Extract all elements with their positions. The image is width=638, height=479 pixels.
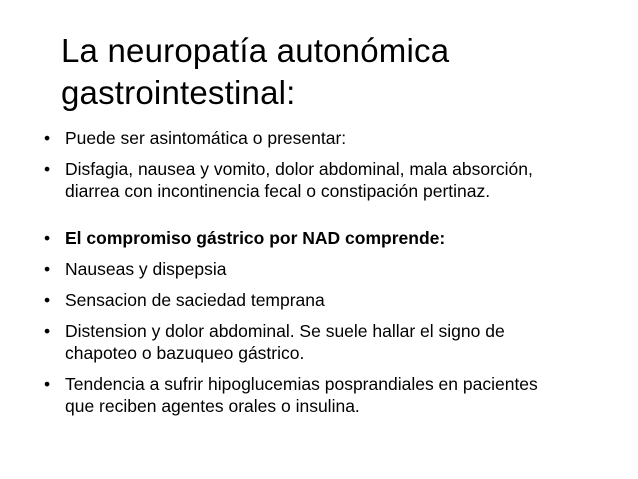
- bullet-text: Nauseas y dispepsia: [65, 259, 227, 279]
- slide-title: [61, 30, 621, 114]
- bullet-text: Disfagia, nausea y vomito, dolor abdominal, mala absorción,: [65, 159, 533, 179]
- bullet-text: diarrea con incontinencia fecal o constipación pertinaz.: [65, 181, 491, 201]
- bullet-text: El compromiso gástrico por NAD comprende:: [65, 228, 446, 248]
- bullet-text: Sensacion de saciedad temprana: [65, 290, 325, 310]
- bullet-item-saciedad: [44, 289, 624, 311]
- bullet-marker: •: [44, 159, 51, 179]
- bullet-item-disfagia: [44, 158, 624, 202]
- bullet-marker: •: [44, 128, 51, 148]
- bullet-marker: •: [44, 374, 51, 394]
- bullet-text: que reciben agentes orales o insulina.: [65, 396, 360, 416]
- bullet-text: Distension y dolor abdominal. Se suele hallar el signo de: [65, 321, 505, 341]
- bullet-item-hipoglucemias: [44, 373, 624, 417]
- bullet-item-nauseas: [44, 258, 624, 280]
- bullet-marker: •: [44, 321, 51, 341]
- bullet-item-distension: [44, 320, 624, 364]
- bullet-item-compromiso-gastrico: [44, 227, 624, 249]
- bullet-text: Tendencia a sufrir hipoglucemias posprandiales en pacientes: [65, 374, 538, 394]
- bullet-text: chapoteo o bazuqueo gástrico.: [65, 343, 305, 363]
- bullet-list: [44, 127, 624, 426]
- bullet-text: Puede ser asintomática o presentar:: [65, 128, 347, 148]
- bullet-marker: •: [44, 290, 51, 310]
- bullet-marker: •: [44, 228, 51, 248]
- bullet-marker: •: [44, 259, 51, 279]
- bullet-item-asintomatica: [44, 127, 624, 149]
- slide-title-line-1: La neuropatía autonómica: [61, 32, 450, 69]
- slide-title-line-2: gastrointestinal:: [61, 74, 296, 111]
